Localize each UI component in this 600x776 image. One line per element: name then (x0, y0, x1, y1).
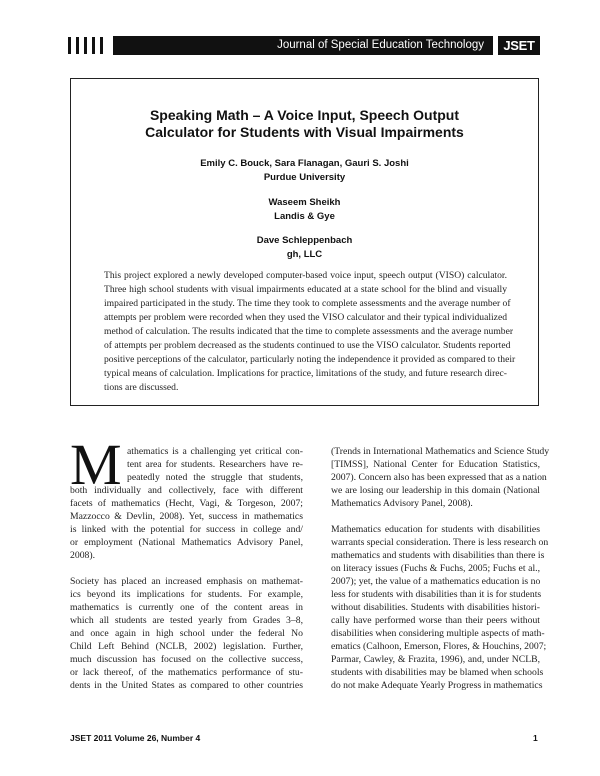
article-title-line-1: Speaking Math – A Voice Input, Speech Output (149, 107, 460, 123)
body-line: tent area for students. Researchers have re- (127, 459, 303, 470)
body-line: (Trends in International Mathematics and Science Study (331, 446, 550, 457)
body-line: less for students with disabilities than it is for students (331, 589, 542, 600)
author-affiliation: Purdue University (263, 172, 346, 183)
journal-header (68, 36, 540, 56)
body-line: we are losing our leadership in this domain (National (331, 485, 540, 496)
body-line: [TIMSS], National Center for Education Statistics, (331, 459, 540, 470)
body-line: Mazzocco & Devlin, 2008). Yet, success in mathematics (70, 511, 303, 522)
drop-cap: M (70, 432, 122, 497)
body-line: mathematics is currently one of the content areas in (70, 602, 303, 613)
body-line: Parmar, Cawley, & Frazita, 1996), and, under NCLB, (331, 654, 540, 665)
body-line: cally have performed worse than their peers without (331, 615, 540, 626)
body-line: facets of mathematics (Hecht, Vagi, & Torgeson, 2007; (70, 498, 303, 509)
body-line: warrants special consideration. There is less research on (331, 537, 549, 548)
author-affiliation: Landis & Gye (274, 211, 335, 222)
page-number: 1 (533, 733, 538, 743)
header-bars-decoration (68, 37, 103, 54)
footer-issue-info: JSET 2011 Volume 26, Number 4 (70, 733, 201, 743)
author-names: Emily C. Bouck, Sara Flanagan, Gauri S. Joshi (200, 158, 409, 169)
body-line: ematics (Calhoon, Emerson, Flores, & Houchins, 2007; (331, 641, 547, 652)
abstract-line: Three high school students with visual impairments educated at a state school for the blind and visually (104, 284, 507, 295)
body-line: on literacy issues (Fuchs & Fuchs, 2005; Fuchs et al., (331, 563, 540, 574)
body-line: Mathematics education for students with disabilities (331, 524, 540, 535)
body-line: much discussion has focused on the collective success, (70, 654, 303, 665)
abstract-line: tions are discussed. (104, 382, 179, 393)
body-line: do not make Adequate Yearly Progress in mathematics (331, 680, 543, 691)
body-line: athematics is a challenging yet critical con- (127, 446, 303, 457)
abstract-line: method of calculation. The results indicated that the time to complete assessments and the average number (104, 326, 514, 337)
journal-name-banner (113, 36, 493, 55)
journal-name: Journal of Special Education Technology (277, 39, 484, 51)
abstract-line: This project explored a newly developed computer-based voice input, speech output (VISO) calculator. (104, 270, 507, 281)
author-affiliation: gh, LLC (286, 249, 323, 260)
body-line: or employment (National Mathematics Advisory Panel, (70, 537, 303, 548)
body-line: ics beyond its implications for students. For example, (70, 589, 303, 600)
abstract-line: positive perceptions of the calculator, particularly noting the independence it provided as compared to their (104, 354, 516, 365)
body-line: both individually and collectively, face with different (70, 485, 303, 496)
body-line: 2008). (70, 550, 96, 561)
abstract-line: of attempts per problem decreased as the students continued to use the VISO calculator. Students reported (104, 340, 511, 351)
body-line: and once again in high school under the federal No (70, 628, 303, 639)
body-line: 2007); yet, the value of a mathematics education is no (331, 576, 541, 587)
body-line: 2007). Concern also has been expressed that as a nation (331, 472, 547, 483)
body-line: Society has placed an increased emphasis on mathemat- (70, 576, 303, 587)
body-line: students with disabilities may be blamed when schools (331, 667, 544, 678)
author-names: Dave Schleppenbach (256, 235, 353, 246)
abstract-box (70, 78, 539, 406)
abstract-line: impaired participated in the study. The time they took to complete assessments and the average number of (104, 298, 511, 309)
body-line: or lack thereof, of the mathematics performance of stu- (70, 667, 303, 678)
author-names: Waseem Sheikh (268, 197, 341, 208)
body-line: which all students are tested yearly from Grades 3–8, (70, 615, 303, 626)
body-line: disabilities when considering multiple aspects of math- (331, 628, 545, 639)
body-line: without disabilities. Students with disabilities histori- (331, 602, 540, 613)
body-line: Mathematics Advisory Panel, 2008). (331, 498, 473, 509)
body-line: peatedly noted the struggle that students, (127, 472, 303, 483)
body-line: is linked with the potential for success in college and/ (70, 524, 303, 535)
abstract-line: typical means of calculation. Implications for practice, limitations of the study, and future research direc- (104, 368, 507, 379)
body-line: Child Left Behind (NCLB, 2002) legislation. Further, (70, 641, 303, 652)
body-line: dents in the United States as compared to other countries (70, 680, 303, 691)
abstract-line: attempts per problem were recorded when they used the VISO calculator and their typical individualized (104, 312, 507, 323)
body-line: mathematics and students with disabilities than there is (331, 550, 545, 561)
jset-logo: JSET (498, 36, 540, 55)
article-title-line-2: Calculator for Students with Visual Impairments (145, 124, 464, 140)
